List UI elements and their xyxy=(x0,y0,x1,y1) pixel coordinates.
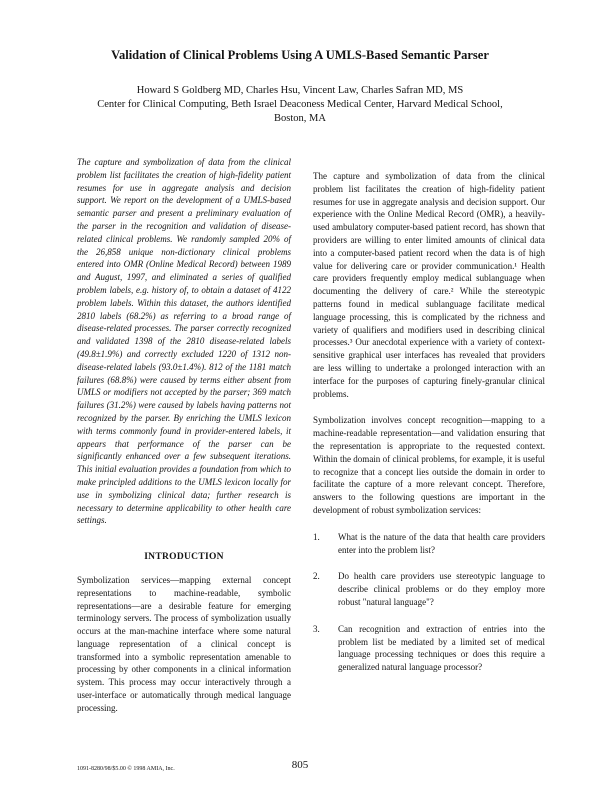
affiliation-city: Boston, MA xyxy=(274,113,326,124)
list-item-number: 2. xyxy=(313,571,320,582)
list-item-text: Can recognition and extraction of entries into the problem list be mediated by a limited set of medical language processing techniques or does this require a generalized natural language processor? xyxy=(338,623,545,673)
list-item xyxy=(313,531,545,557)
list-item-number: 3. xyxy=(313,623,320,634)
body-paragraph-2: Symbolization involves concept recognition—mapping to a machine-readable representation—and validation ensuring that the representation is appropriate to the requested context. Within the domain of clinical problems, for example, it is useful to recognize that a concept lies outside the domain in order to facilitate the capture of a more relevant concept. Therefore, answers to the following questions are important in the development of robust symbolization services: xyxy=(313,415,545,515)
copyright-footer: 1091-8280/98/$5.00 © 1998 AMIA, Inc. xyxy=(77,766,175,772)
list-item-number: 1. xyxy=(313,531,320,542)
left-column xyxy=(77,156,291,729)
affiliation-line: Center for Clinical Computing, Beth Israel Deaconess Medical Center, Harvard Medical School, xyxy=(97,99,503,110)
question-list xyxy=(313,531,545,674)
author-block xyxy=(60,84,540,126)
author-names: Howard S Goldberg MD, Charles Hsu, Vincent Law, Charles Safran MD, MS xyxy=(136,85,464,96)
right-column xyxy=(313,170,545,688)
page-number: 805 xyxy=(291,759,309,771)
list-item-text: Do health care providers use stereotypic language to describe clinical problems or do they employ more robust "natural language"? xyxy=(338,571,545,607)
list-item-text: What is the nature of the data that health care providers enter into the problem list? xyxy=(338,531,545,555)
body-paragraph-1: The capture and symbolization of data from the clinical problem list facilitates the creation of high-fidelity patient resumes for use in aggregate analysis and decision support. Our experience with the Online Medical Record (OMR), a heavily-used ambulatory computer-based patient record, has shown that providers are willing to enter limited amounts of clinical data into a computer-based patient record when the data is of high value for delivering care or provider communication.¹ Health care providers frequently employ medical sublanguage when documenting the delivery of care.² While the stereotypic patterns found in medical sublanguage facilitate medical language processing, this is complicated by the richness and variety of qualifiers and modifiers used in describing clinical processes.³ Our anecdotal experience with a variety of context-sensitive graphical user interfaces has revealed that providers are less willing to undertake a prolonged interaction with an interface for the purposes of capturing finely-granular clinical problems. xyxy=(313,171,545,399)
list-item xyxy=(313,570,545,608)
paper-title: Validation of Clinical Problems Using A UMLS-Based Semantic Parser xyxy=(111,48,489,62)
introduction-heading: INTRODUCTION xyxy=(144,552,224,563)
abstract: The capture and symbolization of data from the clinical problem list facilitates the creation of high-fidelity patient resumes for use in aggregate analysis and decision support. We report on the development of a UMLS-based semantic parser and present a preliminary evaluation of the parser in the recognition and validation of disease-related clinical problems. We randomly sampled 20% of the 26,858 unique non-dictionary clinical problems entered into OMR (Online Medical Record) between 1989 and August, 1997, and eliminated a series of qualified problem labels, e.g. history of, to obtain a dataset of 4122 problem labels. Within this dataset, the authors identified 2810 labels (68.2%) as referring to a broad range of disease-related processes. The parser correctly recognized and validated 1398 of the 2810 disease-related labels (49.8±1.9%) and correctly excluded 1220 of 1312 non-disease-related labels (93.0±1.4%). 812 of the 1181 match failures (68.8%) were caused by terms either absent from UMLS or modifiers not accepted by the parser; 369 match failures (31.2%) were caused by labels having patterns not recognized by the parser. By enriching the UMLS lexicon with terms commonly found in provider-entered labels, it appears that performance of the parser can be significantly enhanced over a few subsequent iterations. This initial evaluation provides a foundation from which to make principled additions to the UMLS lexicon locally for use in symbolizing clinical data; further research is necessary to determine applicability to other health care settings. xyxy=(77,157,291,526)
intro-paragraph: Symbolization services—mapping external concept representations to machine-readable, symbolic representations—are a desirable feature for emerging terminology servers. The process of symbolization usually occurs at the man-machine interface where some natural language representation of a clinical concept is transformed into a symbolic representation amenable to processing by other components in a clinical information system. This process may occur interactively through a user-interface or automatically through medical language processing. xyxy=(77,574,291,713)
list-item xyxy=(313,623,545,674)
